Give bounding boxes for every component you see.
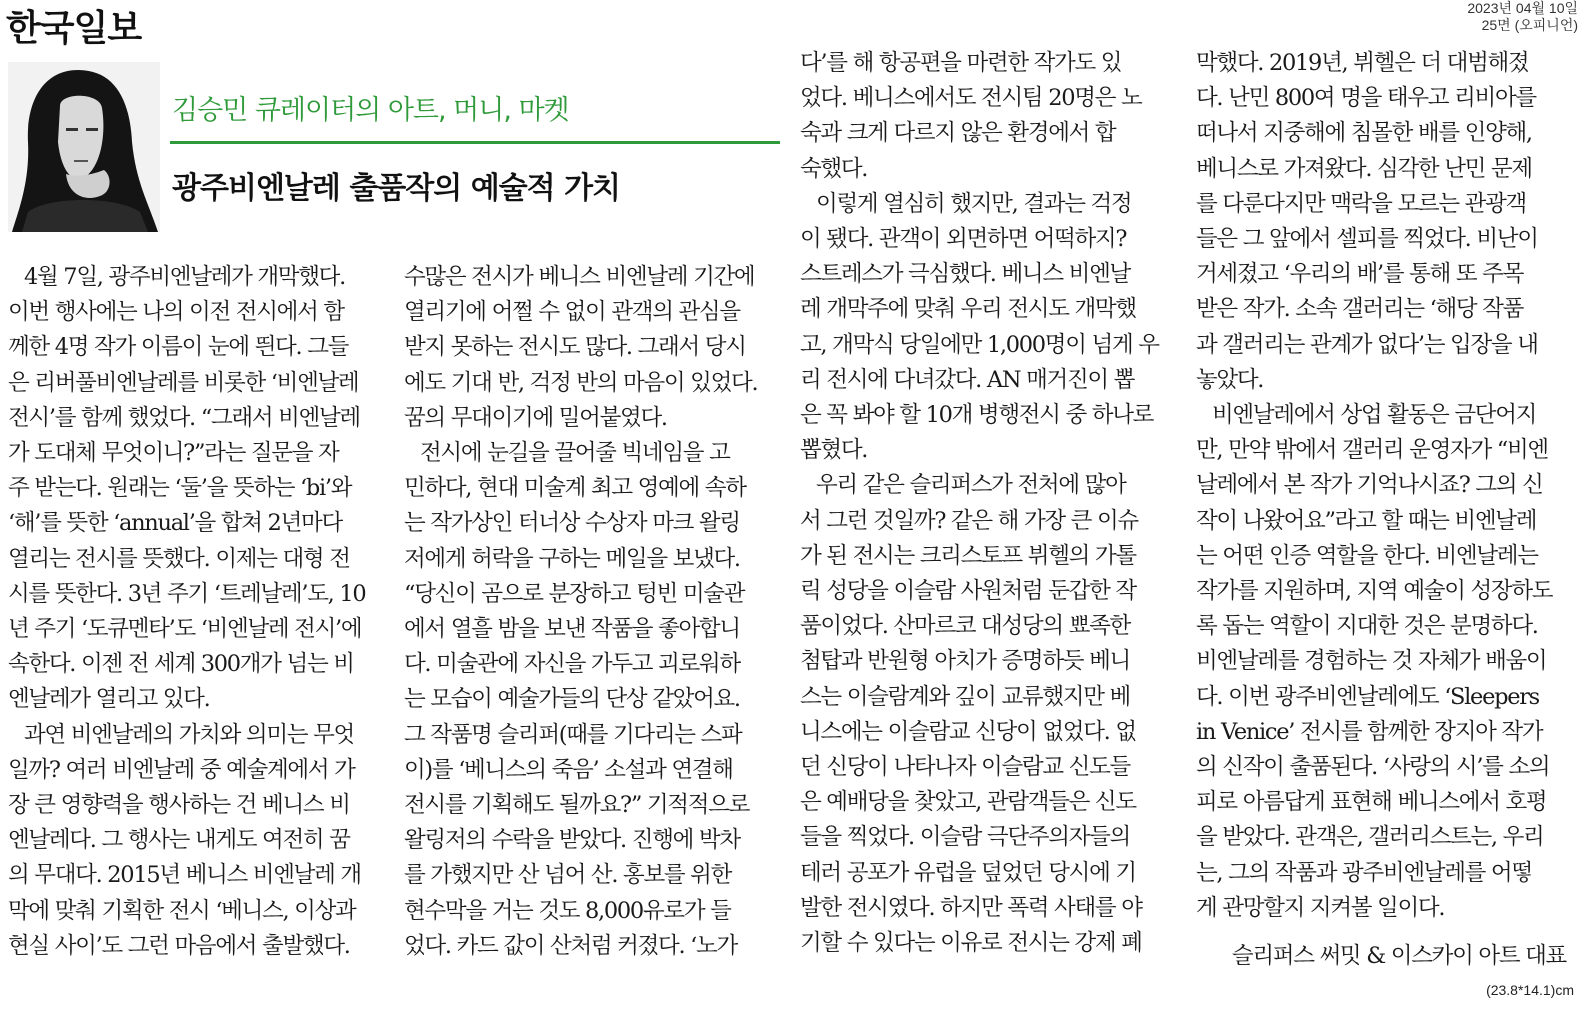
article-line: 비엔날레에서 상업 활동은 금단어지 bbox=[1212, 402, 1537, 429]
article-line: 수많은 전시가 베니스 비엔날레 기간에 bbox=[404, 264, 755, 290]
article-line: 작이 나왔어요”라고 할 때는 비엔날레 bbox=[1196, 507, 1537, 534]
article-line: 4월 7일, 광주비엔날레가 개막했다. bbox=[24, 264, 345, 290]
article-line: 우리 같은 슬리퍼스가 전처에 많아 bbox=[816, 472, 1126, 499]
article-line: 그 작품명 슬리퍼(때를 기다리는 스파 bbox=[404, 721, 742, 748]
article-line: 레 개막주에 맞춰 우리 전시도 개막했 bbox=[800, 296, 1136, 323]
article-line: 에도 기대 반, 걱정 반의 마음이 있었다. bbox=[404, 369, 758, 396]
article-line: 거세졌고 ‘우리의 배’를 통해 또 주목 bbox=[1196, 261, 1524, 288]
article-line: 막에 맞춰 기획한 전시 ‘베니스, 이상과 bbox=[8, 897, 356, 924]
article-line: 가 된 전시는 크리스토프 뷔헬의 가톨 bbox=[800, 542, 1136, 569]
article-line: 숙했다. bbox=[800, 155, 868, 182]
article-line: 에서 열흘 밤을 보낸 작품을 좋아합니 bbox=[404, 616, 740, 643]
article-line: 는 어떤 인증 역할을 한다. 비엔날레는 bbox=[1196, 542, 1538, 569]
author-portrait bbox=[8, 62, 160, 232]
article-line: 떠나서 지중해에 침몰한 배를 인양해, bbox=[1196, 120, 1532, 147]
article-line: 기할 수 있다는 이유로 전시는 강제 폐 bbox=[800, 930, 1142, 957]
article-line: 다. 미술관에 자신을 가두고 괴로워하 bbox=[404, 651, 740, 678]
article-line: 첨탑과 반원형 아치가 증명하듯 베니 bbox=[800, 648, 1130, 675]
article-line: 고, 개막식 당일에만 1,000명이 넘게 우 bbox=[800, 331, 1159, 358]
article-line: 은 예배당을 찾았고, 관람객들은 신도 bbox=[800, 789, 1136, 816]
article-column-3 bbox=[800, 46, 1172, 961]
article-line: 속한다. 이젠 전 세계 300개가 넘는 비 bbox=[8, 651, 354, 678]
article-line: 저에게 허락을 구하는 메일을 보냈다. bbox=[404, 545, 740, 572]
article-line: 베니스로 가져왔다. 심각한 난민 문제 bbox=[1196, 155, 1532, 182]
article-line: 놓았다. bbox=[1196, 366, 1264, 393]
series-divider bbox=[170, 141, 780, 144]
article-line: ‘해’를 뜻한 ‘annual’을 합쳐 2년마다 bbox=[8, 510, 342, 537]
article-line: 장 큰 영향력을 행사하는 건 베니스 비 bbox=[8, 792, 350, 819]
article-line: 전시에 눈길을 끌어줄 빅네임을 고 bbox=[420, 440, 730, 467]
article-line: 만, 만약 밖에서 갤러리 운영자가 “비엔 bbox=[1196, 437, 1548, 464]
article-headline: 광주비엔날레 출품작의 예술적 가치 bbox=[172, 171, 621, 206]
article-line: 피로 아름답게 표현해 베니스에서 호평 bbox=[1196, 789, 1547, 816]
article-line: 이번 행사에는 나의 이전 전시에서 함 bbox=[8, 299, 344, 326]
article-line: 비엔날레를 경험하는 것 자체가 배움이 bbox=[1196, 648, 1547, 675]
article-line: 엔날레가 열리고 있다. bbox=[8, 686, 210, 713]
article-line: 스는 이슬람계와 깊이 교류했지만 베 bbox=[800, 683, 1130, 710]
article-line: 발한 전시였다. 하지만 폭력 사태를 야 bbox=[800, 894, 1142, 921]
article-line: 꿈의 무대이기에 밀어붙였다. bbox=[404, 404, 667, 431]
article-line: 품이었다. 산마르코 대성당의 뾰족한 bbox=[800, 613, 1130, 640]
author-portrait-image bbox=[8, 62, 160, 232]
newspaper-masthead: 한국일보 bbox=[6, 8, 142, 49]
article-line: 민하다, 현대 미술계 최고 영예에 속하 bbox=[404, 475, 746, 502]
publication-date: 2023년 04월 10일 bbox=[1467, 0, 1578, 16]
article-line: 스트레스가 극심했다. 베니스 비엔날 bbox=[800, 261, 1130, 288]
article-column-1 bbox=[8, 260, 380, 964]
article-line: 들은 그 앞에서 셀피를 찍었다. 비난이 bbox=[1196, 226, 1538, 253]
article-line: 다. 난민 800여 명을 태우고 리비아를 bbox=[1196, 85, 1536, 112]
article-line: 전시를 기획해도 될까요?” 기적적으로 bbox=[404, 792, 750, 819]
article-line: 과 갤러리는 관계가 없다’는 입장을 내 bbox=[1196, 331, 1538, 358]
article-line: 의 신작이 출품된다. ‘사랑의 시’를 소의 bbox=[1196, 754, 1550, 781]
article-line: 열리는 전시를 뜻했다. 이제는 대형 전 bbox=[8, 545, 350, 572]
article-line: 시를 뜻한다. 3년 주기 ‘트레날레’도, 10 bbox=[8, 580, 366, 607]
article-line: 받은 작가. 소속 갤러리는 ‘해당 작품 bbox=[1196, 296, 1524, 323]
article-line: 은 리버풀비엔날레를 비롯한 ‘비엔날레 bbox=[8, 369, 359, 396]
article-line: 가 도대체 무엇이니?”라는 질문을 자 bbox=[8, 440, 339, 467]
article-line: 게 관망할지 지켜볼 일이다. bbox=[1196, 894, 1445, 921]
article-line: 년 주기 ‘도큐멘타’도 ‘비엔날레 전시’에 bbox=[8, 616, 362, 643]
article-line: 다. 이번 광주비엔날레에도 ‘Sleepers bbox=[1196, 683, 1539, 710]
article-line: 열리기에 어쩔 수 없이 관객의 관심을 bbox=[404, 299, 740, 326]
article-line: 현실 사이’도 그런 마음에서 출발했다. bbox=[8, 932, 350, 959]
publication-meta bbox=[1467, 0, 1578, 34]
article-line: 숙과 크게 다르지 않은 환경에서 합 bbox=[800, 120, 1116, 147]
article-line: 를 가했지만 산 넘어 산. 홍보를 위한 bbox=[404, 862, 732, 889]
article-line: 테러 공포가 유럽을 덮었던 당시에 기 bbox=[800, 859, 1136, 886]
article-line: 를 다룬다지만 맥락을 모르는 관광객 bbox=[1196, 190, 1526, 217]
article-line: 니스에는 이슬람교 신당이 없었다. 없 bbox=[800, 718, 1136, 745]
article-line: 록 돕는 역할이 지대한 것은 분명하다. bbox=[1196, 613, 1538, 640]
article-line: 던 신당이 나타나자 이슬람교 신도들 bbox=[800, 754, 1130, 781]
article-line: 막했다. 2019년, 뷔헬은 더 대범해졌 bbox=[1196, 50, 1529, 76]
article-line: 이 됐다. 관객이 외면하면 어떡하지? bbox=[800, 226, 1127, 253]
article-line: 께한 4명 작가 이름이 눈에 띈다. 그들 bbox=[8, 334, 349, 361]
article-line: 전시’를 함께 했었다. “그래서 비엔날레 bbox=[8, 404, 360, 431]
column-series-title: 김승민 큐레이터의 아트, 머니, 마켓 bbox=[172, 95, 569, 126]
author-signature: 슬리퍼스 써밋 & 이스카이 아트 대표 bbox=[1231, 943, 1566, 969]
article-line: 이)를 ‘베니스의 죽음’ 소설과 연결해 bbox=[404, 756, 733, 783]
article-line: 들을 찍었다. 이슬람 극단주의자들의 bbox=[800, 824, 1130, 851]
article-line: 날레에서 본 작가 기억나시죠? 그의 신 bbox=[1196, 472, 1543, 499]
article-line: 을 받았다. 관객은, 갤러리스트는, 우리 bbox=[1196, 824, 1544, 851]
article-line: 받지 못하는 전시도 많다. 그래서 당시 bbox=[404, 334, 746, 361]
article-line: in Venice’ 전시를 함께한 장지아 작가 bbox=[1196, 718, 1543, 745]
article-line: “당신이 곰으로 분장하고 텅빈 미술관 bbox=[404, 580, 745, 607]
article-line: 엔날레다. 그 행사는 내게도 여전히 꿈 bbox=[8, 827, 350, 854]
article-line: 서 그런 것일까? 같은 해 가장 큰 이슈 bbox=[800, 507, 1138, 534]
article-line: 은 꼭 봐야 할 10개 병행전시 중 하나로 bbox=[800, 402, 1154, 429]
article-column-4 bbox=[1196, 46, 1568, 926]
article-column-2 bbox=[404, 260, 776, 964]
article-line: 는 모습이 예술가들의 단상 같았어요. bbox=[404, 686, 740, 713]
article-line: 뽑혔다. bbox=[800, 437, 868, 464]
article-line: 과연 비엔날레의 가치와 의미는 무엇 bbox=[24, 721, 354, 748]
article-line: 는 작가상인 터너상 수상자 마크 왈링 bbox=[404, 510, 740, 537]
article-line: 리 전시에 다녀갔다. AN 매거진이 뽑 bbox=[800, 366, 1135, 393]
page-section: 25면 (오피니언) bbox=[1481, 17, 1578, 33]
article-line: 는, 그의 작품과 광주비엔날레를 어떻 bbox=[1196, 859, 1532, 886]
article-size-note: (23.8*14.1)cm bbox=[1486, 982, 1574, 998]
article-line: 었다. 베니스에서도 전시팀 20명은 노 bbox=[800, 85, 1142, 112]
article-line: 주 받는다. 원래는 ‘둘’을 뜻하는 ‘bi’와 bbox=[8, 475, 352, 502]
article-line: 릭 성당을 이슬람 사원처럼 둔갑한 작 bbox=[800, 578, 1136, 605]
article-line: 었다. 카드 값이 산처럼 커졌다. ‘노가 bbox=[404, 932, 737, 959]
article-line: 왈링저의 수락을 받았다. 진행에 박차 bbox=[404, 827, 740, 854]
article-line: 다’를 해 항공편을 마련한 작가도 있 bbox=[800, 50, 1122, 76]
article-line: 의 무대다. 2015년 베니스 비엔날레 개 bbox=[8, 862, 361, 889]
article-line: 이렇게 열심히 했지만, 결과는 걱정 bbox=[816, 190, 1132, 217]
article-line: 현수막을 거는 것도 8,000유로가 들 bbox=[404, 897, 731, 924]
article-line: 작가를 지원하며, 지역 예술이 성장하도 bbox=[1196, 578, 1553, 605]
article-line: 일까? 여러 비엔날레 중 예술계에서 가 bbox=[8, 756, 355, 783]
